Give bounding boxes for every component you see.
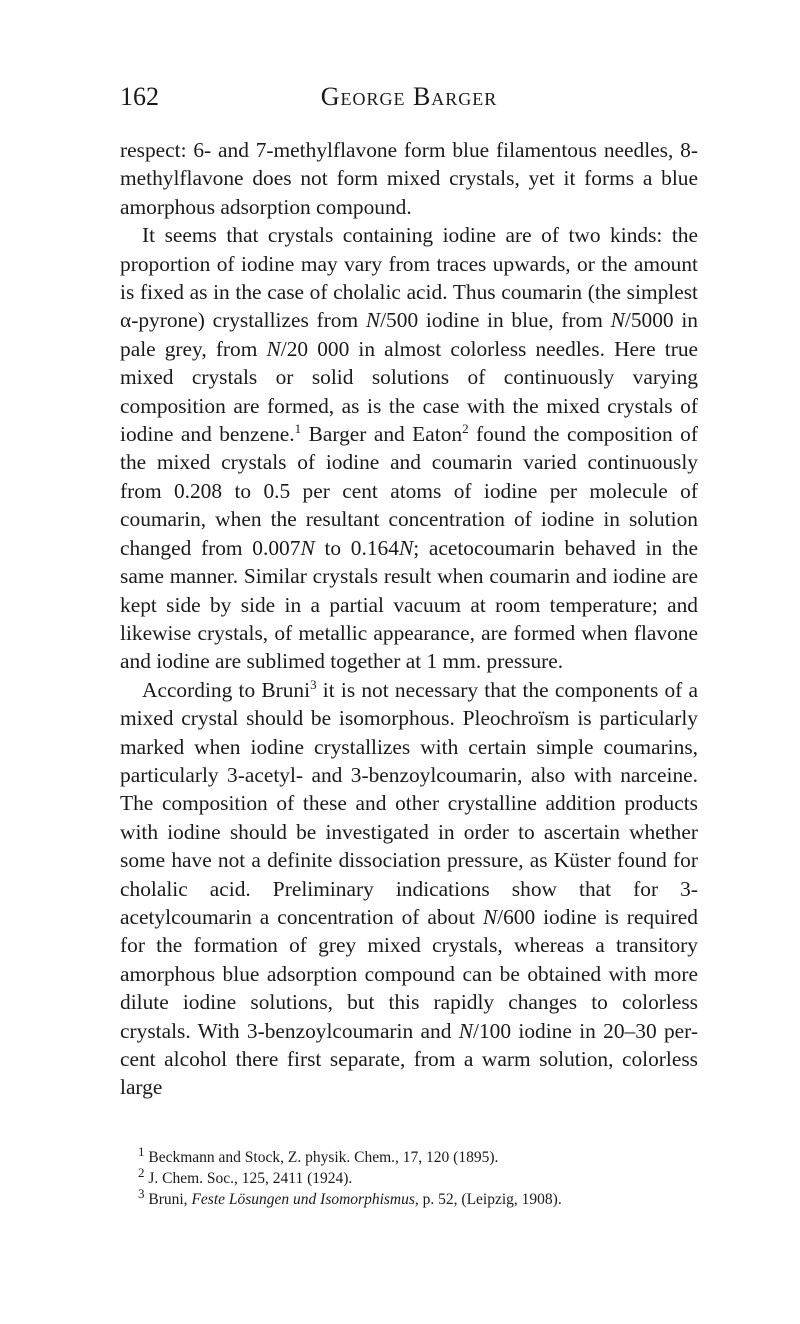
text-run: ; acetocoumarin behaved in the same manner. Similar crystals result when coumarin and iodine are kept side by side in a partial vacuum at room temperature; and likewise crystals, of metallic appearance, are formed when flavone and iodine are sublimed together at 1 mm. pressure. <box>120 535 698 674</box>
italic-text: N <box>266 336 281 361</box>
text-run: /20 000 in almost colorless needles. Here true mixed crystals or solid solutions of continuously varying composition are formed, as is the case with the mixed crystals of iodine and benzene. <box>120 336 699 447</box>
running-head: George Barger <box>320 82 498 111</box>
text-run: It seems that crystals containing iodine are of two kinds: the proportion of iodine may vary from traces upwards, or the amount is fixed as in the case of cholalic acid. Thus coumarin (the simplest α-pyrone) crystallizes from <box>120 223 698 333</box>
italic-text: N <box>458 1018 474 1043</box>
italic-text: Feste Lösungen und Isomorphismus <box>191 1191 415 1208</box>
text-run: Beckmann and Stock, Z. physik. Chem., 17, 120 (1895). <box>144 1149 499 1166</box>
footnote-marker: 2 <box>138 1164 145 1180</box>
paragraph <box>120 676 698 1102</box>
text-run: it is not necessary that the components of a mixed crystal should be isomorphous. Pleochroïsm is particularly marked when iodine crystallizes with certain simple coumarins, particularly 3-acetyl- and 3-benzoylcoumarin, also with narceine. The composition of these and other crystalline addition products with iodine should be investigated in order to ascertain whether some have not a definite dissociation pressure, as Küster found for cholalic acid. Preliminary indications show that for 3-acetylcoumarin a concentration of about <box>120 677 698 929</box>
body-text <box>120 136 698 1102</box>
text-run: According to Bruni <box>142 677 311 702</box>
italic-text: N <box>365 308 381 333</box>
text-run: found the composition of the mixed crystals of iodine and coumarin varied continuously from 0.208 to 0.5 per cent atoms of iodine per molecule of coumarin, when the resultant concentration of iodine in solution changed from 0.007 <box>120 422 698 560</box>
footnote-marker: 2 <box>462 420 469 436</box>
text-run: Bruni, <box>144 1191 192 1208</box>
footnote-marker: 1 <box>294 420 302 436</box>
footnote <box>120 1185 700 1210</box>
page-header <box>120 82 698 122</box>
footnote-marker: 3 <box>138 1185 145 1201</box>
text-run: /5000 in pale grey, from <box>120 308 698 361</box>
footnotes <box>120 1143 700 1210</box>
text-run: respect: 6- and 7-methylflavone form blue filamentous needles, 8-methylflavone does not form mixed crystals, yet it forms a blue amorphous adsorption compound. <box>120 138 698 219</box>
page-number: 162 <box>120 82 159 111</box>
text-run: J. Chem. Soc., 125, 2411 (1924). <box>144 1170 353 1187</box>
footnote <box>120 1143 700 1168</box>
paragraph <box>120 136 698 221</box>
footnote-marker: 3 <box>310 676 317 692</box>
footnote <box>120 1164 700 1189</box>
text-run: , p. 52, (Leipzig, 1908). <box>414 1191 562 1208</box>
italic-text: N <box>300 535 315 560</box>
text-run: /500 iodine in blue, from <box>380 308 611 333</box>
paragraph <box>120 221 698 676</box>
text-run: /600 iodine is required for the formation of grey mixed crystals, whereas a transitory amorphous blue adsorption compound can be obtained with more dilute iodine solutions, but this rapidly changes to colorless crystals. With 3-benzoylcoumarin and <box>120 904 698 1043</box>
italic-text: N <box>482 904 498 929</box>
text-run: to 0.164 <box>314 535 399 560</box>
text-run: /100 iodine in 20–30 per-cent alcohol there first separate, from a warm solution, colorless large <box>120 1018 698 1100</box>
italic-text: N <box>610 308 625 333</box>
italic-text: N <box>398 535 414 560</box>
footnote-marker: 1 <box>138 1143 145 1159</box>
text-run: Barger and Eaton <box>301 422 463 447</box>
